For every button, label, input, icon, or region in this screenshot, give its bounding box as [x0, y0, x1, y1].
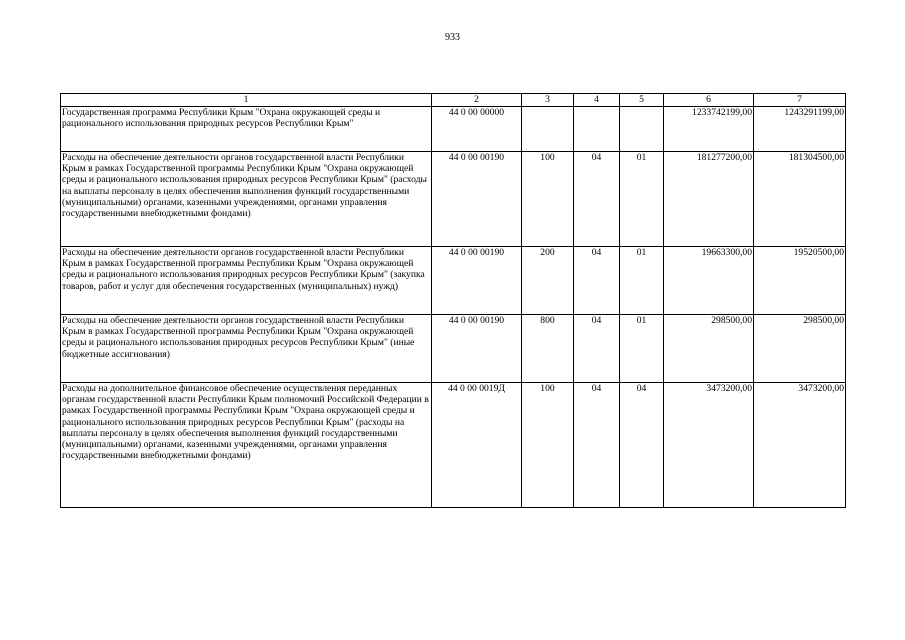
- subsection-code: 01: [620, 247, 664, 315]
- row-name: Государственная программа Республики Крым "Охрана окружающей среды и рационального использования природных ресурсов Республики Крым": [61, 107, 432, 152]
- amount-col-7: 181304500,00: [754, 152, 846, 247]
- budget-table: [60, 93, 846, 508]
- amount-col-6: 3473200,00: [664, 383, 754, 508]
- amount-col-7: 19520500,00: [754, 247, 846, 315]
- column-header: 6: [664, 94, 754, 107]
- section-code: [574, 107, 620, 152]
- amount-col-7: 298500,00: [754, 315, 846, 383]
- column-header: 1: [61, 94, 432, 107]
- column-header: 4: [574, 94, 620, 107]
- subsection-code: [620, 107, 664, 152]
- row-name: Расходы на дополнительное финансовое обеспечение осуществления переданных органам государственной власти Республики Крым полномочий Российской Федерации в рамках Государственной программы Республики Крым "Охрана окружающей среды и рационального использования природных ресурсов Республики Крым" (расходы на выплаты персоналу в целях обеспечения выполнения функций государственными (муниципальными) органами, казенными учреждениями, органами управления государственными внебюджетными фондами): [61, 383, 432, 508]
- section-code: 04: [574, 152, 620, 247]
- table-row: [61, 247, 846, 315]
- amount-col-6: 1233742199,00: [664, 107, 754, 152]
- amount-col-7: 3473200,00: [754, 383, 846, 508]
- target-article-code: 44 0 00 00190: [432, 247, 522, 315]
- expense-type-code: 100: [522, 152, 574, 247]
- section-code: 04: [574, 247, 620, 315]
- amount-col-7: 1243291199,00: [754, 107, 846, 152]
- subsection-code: 01: [620, 152, 664, 247]
- column-header: 7: [754, 94, 846, 107]
- subsection-code: 04: [620, 383, 664, 508]
- row-name: Расходы на обеспечение деятельности органов государственной власти Республики Крым в рамках Государственной программы Республики Крым "Охрана окружающей среды и рационального использования природных ресурсов Республики Крым" (иные бюджетные ассигнования): [61, 315, 432, 383]
- expense-type-code: 800: [522, 315, 574, 383]
- column-header: 3: [522, 94, 574, 107]
- row-name: Расходы на обеспечение деятельности органов государственной власти Республики Крым в рамках Государственной программы Республики Крым "Охрана окружающей среды и рационального использования природных ресурсов Республики Крым" (расходы на выплаты персоналу в целях обеспечения выполнения функций государственными (муниципальными) органами, казенными учреждениями, органами управления государственными внебюджетными фондами): [61, 152, 432, 247]
- target-article-code: 44 0 00 00000: [432, 107, 522, 152]
- column-header: 2: [432, 94, 522, 107]
- table-row: [61, 315, 846, 383]
- section-code: 04: [574, 315, 620, 383]
- expense-type-code: 200: [522, 247, 574, 315]
- table-row: [61, 383, 846, 508]
- target-article-code: 44 0 00 00190: [432, 152, 522, 247]
- target-article-code: 44 0 00 0019Д: [432, 383, 522, 508]
- expense-type-code: 100: [522, 383, 574, 508]
- section-code: 04: [574, 383, 620, 508]
- table-row: [61, 107, 846, 152]
- amount-col-6: 19663300,00: [664, 247, 754, 315]
- subsection-code: 01: [620, 315, 664, 383]
- table-row: [61, 152, 846, 247]
- row-name: Расходы на обеспечение деятельности органов государственной власти Республики Крым в рамках Государственной программы Республики Крым "Охрана окружающей среды и рационального использования природных ресурсов Республики Крым" (закупка товаров, работ и услуг для обеспечения государственных (муниципальных) нужд): [61, 247, 432, 315]
- amount-col-6: 298500,00: [664, 315, 754, 383]
- column-header: 5: [620, 94, 664, 107]
- target-article-code: 44 0 00 00190: [432, 315, 522, 383]
- expense-type-code: [522, 107, 574, 152]
- page-number: 933: [445, 32, 460, 43]
- table-header-row: [61, 94, 846, 107]
- amount-col-6: 181277200,00: [664, 152, 754, 247]
